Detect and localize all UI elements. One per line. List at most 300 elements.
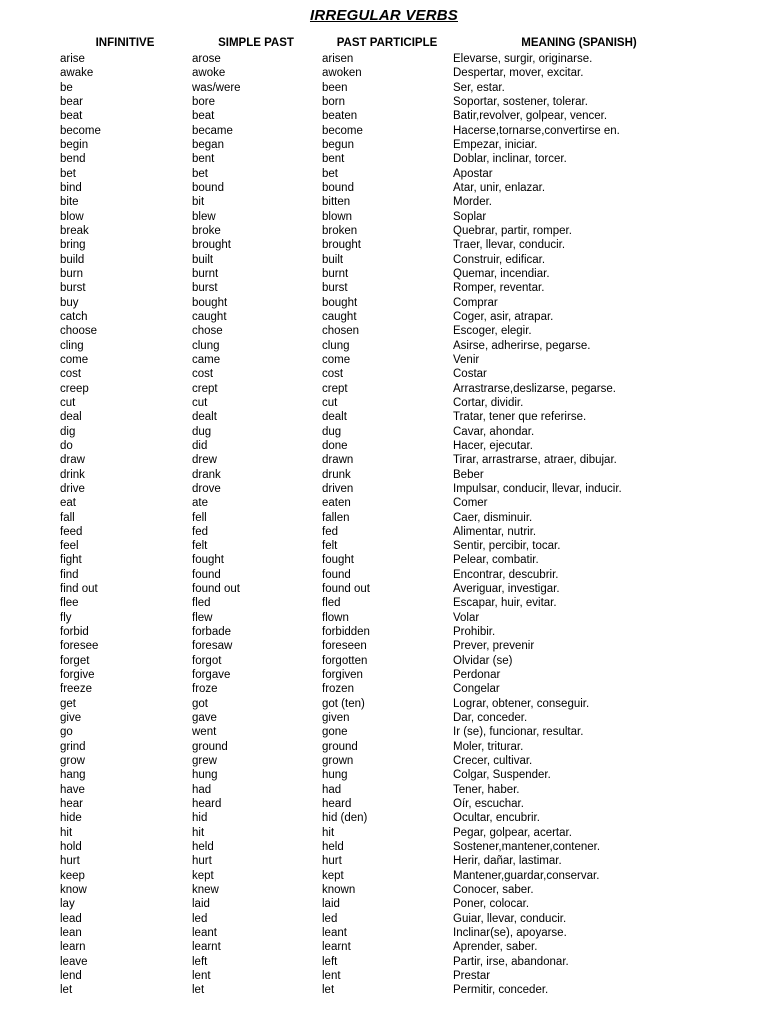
infinitive-cell: lean [60, 927, 82, 940]
simple-past-cell: lent [192, 970, 211, 982]
meaning-cell: Costar [453, 368, 487, 381]
table-row [0, 167, 768, 181]
meaning-cell: Doblar, inclinar, torcer. [453, 153, 567, 166]
meaning-cell: Moler, triturar. [453, 740, 524, 753]
table-row [0, 367, 768, 381]
table-row [0, 912, 768, 926]
simple-past-cell: burst [192, 282, 218, 295]
meaning-cell: Traer, llevar, conducir. [453, 239, 566, 252]
table-row [0, 195, 768, 209]
infinitive-cell: find out [60, 583, 98, 596]
past-participle-cell: crept [322, 382, 348, 395]
meaning-cell: Arrastrarse,deslizarse, pegarse. [453, 382, 616, 395]
meaning-cell: Sentir, percibir, tocar. [453, 540, 561, 553]
infinitive-cell: find [60, 568, 79, 581]
header-simple-past: SIMPLE PAST [218, 37, 294, 49]
past-participle-cell: awoken [322, 67, 362, 80]
past-participle-cell: blown [322, 210, 353, 223]
simple-past-cell: hit [192, 826, 205, 839]
past-participle-cell: brought [322, 239, 362, 252]
simple-past-cell: built [192, 253, 214, 266]
table-row [0, 210, 768, 224]
infinitive-cell: learn [60, 941, 86, 954]
infinitive-cell: drive [60, 482, 85, 495]
simple-past-cell: flew [192, 611, 213, 624]
meaning-cell: Ser, estar. [453, 81, 505, 94]
meaning-cell: Batir,revolver, golpear, vencer. [453, 110, 608, 123]
past-participle-cell: let [322, 984, 335, 997]
infinitive-cell: hang [60, 769, 86, 782]
simple-past-cell: became [192, 124, 233, 137]
meaning-cell: Herir, dañar, lastimar. [453, 855, 562, 868]
infinitive-cell: burn [60, 267, 84, 280]
table-row [0, 453, 768, 467]
infinitive-cell: begin [60, 138, 89, 151]
simple-past-cell: did [192, 439, 208, 452]
simple-past-cell: began [192, 138, 224, 151]
meaning-cell: Poner, colocar. [453, 898, 530, 911]
simple-past-cell: beat [192, 110, 215, 123]
infinitive-cell: arise [60, 53, 85, 65]
past-participle-cell: foreseen [322, 640, 367, 653]
past-participle-cell: bent [322, 153, 345, 166]
infinitive-cell: hold [60, 841, 82, 854]
table-header [0, 37, 768, 51]
simple-past-cell: bound [192, 181, 224, 194]
meaning-cell: Hacerse,tornarse,convertirse en. [453, 124, 620, 137]
past-participle-cell: caught [322, 310, 357, 323]
simple-past-cell: was/were [192, 81, 241, 94]
infinitive-cell: hurt [60, 855, 80, 868]
past-participle-cell: given [322, 712, 350, 725]
past-participle-cell: fled [322, 597, 341, 610]
meaning-cell: Guiar, llevar, conducir. [453, 912, 567, 925]
meaning-cell: Pegar, golpear, acertar. [453, 826, 572, 839]
meaning-cell: Impulsar, conducir, llevar, inducir. [453, 482, 622, 495]
simple-past-cell: froze [192, 683, 218, 696]
simple-past-cell: hung [192, 769, 218, 782]
past-participle-cell: frozen [322, 683, 354, 696]
past-participle-cell: beaten [322, 110, 358, 123]
infinitive-cell: feed [60, 525, 83, 538]
infinitive-cell: awake [60, 67, 94, 80]
infinitive-cell: flee [60, 597, 79, 610]
infinitive-cell: hit [60, 826, 73, 839]
table-row [0, 81, 768, 95]
table-row [0, 883, 768, 897]
simple-past-cell: hid [192, 812, 208, 825]
table-row [0, 124, 768, 138]
infinitive-cell: hide [60, 812, 82, 825]
past-participle-cell: lent [322, 970, 341, 982]
table-row [0, 468, 768, 482]
meaning-cell: Morder. [453, 196, 492, 209]
meaning-cell: Cortar, dividir. [453, 396, 524, 409]
meaning-cell: Dar, conceder. [453, 712, 528, 725]
infinitive-cell: burst [60, 282, 86, 295]
infinitive-cell: dig [60, 425, 76, 438]
table-row [0, 582, 768, 596]
table-row [0, 425, 768, 439]
table-row [0, 95, 768, 109]
meaning-cell: Romper, reventar. [453, 282, 545, 295]
simple-past-cell: brought [192, 239, 232, 252]
meaning-cell: Averiguar, investigar. [453, 583, 560, 596]
table-row [0, 711, 768, 725]
table-row [0, 152, 768, 166]
meaning-cell: Volar [453, 611, 480, 624]
table-row [0, 668, 768, 682]
past-participle-cell: cost [322, 368, 344, 381]
meaning-cell: Colgar, Suspender. [453, 769, 551, 782]
meaning-cell: Prestar [453, 970, 491, 982]
meaning-cell: Prohibir. [453, 626, 496, 639]
verb-table [0, 52, 768, 998]
infinitive-cell: get [60, 697, 76, 710]
table-row [0, 840, 768, 854]
infinitive-cell: bend [60, 153, 86, 166]
meaning-cell: Oír, escuchar. [453, 798, 524, 811]
table-row [0, 496, 768, 510]
simple-past-cell: arose [192, 53, 221, 65]
simple-past-cell: found [192, 568, 221, 581]
simple-past-cell: led [192, 912, 208, 925]
simple-past-cell: leant [192, 927, 217, 940]
simple-past-cell: knew [192, 884, 219, 897]
page-title: IRREGULAR VERBS [309, 7, 458, 24]
simple-past-cell: went [192, 726, 217, 739]
table-row [0, 52, 768, 66]
past-participle-cell: come [322, 353, 351, 366]
past-participle-cell: learnt [322, 941, 351, 954]
table-row [0, 410, 768, 424]
meaning-cell: Venir [453, 353, 480, 366]
simple-past-cell: bent [192, 153, 215, 166]
infinitive-cell: bet [60, 167, 76, 180]
simple-past-cell: broke [192, 224, 221, 237]
simple-past-cell: grew [192, 755, 217, 768]
infinitive-cell: know [60, 884, 87, 897]
meaning-cell: Partir, irse, abandonar. [453, 955, 569, 968]
infinitive-cell: cut [60, 396, 76, 409]
meaning-cell: Escoger, elegir. [453, 325, 532, 338]
table-row [0, 310, 768, 324]
infinitive-cell: lead [60, 912, 82, 925]
meaning-cell: Hacer, ejecutar. [453, 439, 533, 452]
infinitive-cell: forbid [60, 626, 89, 639]
table-row [0, 253, 768, 267]
meaning-cell: Encontrar, descubrir. [453, 568, 559, 581]
meaning-cell: Alimentar, nutrir. [453, 525, 537, 538]
infinitive-cell: fall [60, 511, 75, 524]
past-participle-cell: broken [322, 224, 358, 237]
past-participle-cell: held [322, 841, 344, 854]
past-participle-cell: dealt [322, 411, 347, 424]
past-participle-cell: left [322, 955, 338, 968]
simple-past-cell: blew [192, 210, 216, 223]
infinitive-cell: buy [60, 296, 79, 309]
simple-past-cell: crept [192, 382, 218, 395]
infinitive-cell: break [60, 224, 89, 237]
infinitive-cell: drink [60, 468, 85, 481]
table-row [0, 625, 768, 639]
table-row [0, 826, 768, 840]
simple-past-cell: drew [192, 454, 217, 467]
simple-past-cell: dug [192, 425, 212, 438]
infinitive-cell: bite [60, 196, 79, 209]
simple-past-cell: let [192, 984, 205, 997]
past-participle-cell: begun [322, 138, 354, 151]
simple-past-cell: clung [192, 339, 220, 352]
past-participle-cell: forgiven [322, 669, 363, 682]
meaning-cell: Tirar, arrastrarse, atraer, dibujar. [453, 454, 617, 467]
simple-past-cell: caught [192, 310, 227, 323]
past-participle-cell: built [322, 253, 344, 266]
meaning-cell: Ir (se), funcionar, resultar. [453, 726, 584, 739]
table-row [0, 339, 768, 353]
table-row [0, 568, 768, 582]
simple-past-cell: bought [192, 296, 228, 309]
meaning-cell: Coger, asir, atrapar. [453, 310, 554, 323]
meaning-cell: Quebrar, partir, romper. [453, 224, 572, 237]
infinitive-cell: come [60, 353, 89, 366]
simple-past-cell: chose [192, 325, 223, 338]
table-row [0, 224, 768, 238]
meaning-cell: Ocultar, encubrir. [453, 812, 540, 825]
infinitive-cell: hear [60, 798, 84, 811]
meaning-cell: Conocer, saber. [453, 884, 534, 897]
table-row [0, 382, 768, 396]
infinitive-cell: leave [60, 955, 88, 968]
infinitive-cell: creep [60, 382, 89, 395]
past-participle-cell: drawn [322, 454, 354, 467]
past-participle-cell: eaten [322, 497, 351, 510]
meaning-cell: Aprender, saber. [453, 941, 538, 954]
simple-past-cell: fed [192, 525, 208, 538]
table-row [0, 639, 768, 653]
table-row [0, 109, 768, 123]
infinitive-cell: bear [60, 95, 84, 108]
meaning-cell: Olvidar (se) [453, 654, 513, 667]
simple-past-cell: forgot [192, 654, 222, 667]
past-participle-cell: had [322, 783, 342, 796]
infinitive-cell: go [60, 726, 73, 739]
meaning-cell: Apostar [453, 167, 493, 180]
past-participle-cell: dug [322, 425, 342, 438]
table-row [0, 926, 768, 940]
infinitive-cell: grow [60, 755, 85, 768]
past-participle-cell: hurt [322, 855, 342, 868]
past-participle-cell: fed [322, 525, 338, 538]
meaning-cell: Empezar, iniciar. [453, 138, 538, 151]
table-row [0, 897, 768, 911]
simple-past-cell: fell [192, 511, 207, 524]
table-row [0, 725, 768, 739]
simple-past-cell: learnt [192, 941, 221, 954]
past-participle-cell: got (ten) [322, 697, 365, 710]
meaning-cell: Crecer, cultivar. [453, 755, 533, 768]
past-participle-cell: been [322, 81, 348, 94]
table-row [0, 697, 768, 711]
table-row [0, 768, 768, 782]
meaning-cell: Caer, disminuir. [453, 511, 533, 524]
infinitive-cell: forgive [60, 669, 95, 682]
past-participle-cell: ground [322, 740, 358, 753]
infinitive-cell: let [60, 984, 73, 997]
meaning-cell: Soplar [453, 210, 487, 223]
header-past-participle: PAST PARTICIPLE [336, 37, 438, 49]
past-participle-cell: clung [322, 339, 350, 352]
meaning-cell: Lograr, obtener, conseguir. [453, 697, 590, 710]
infinitive-cell: eat [60, 497, 76, 510]
table-row [0, 740, 768, 754]
past-participle-cell: led [322, 912, 338, 925]
meaning-cell: Cavar, ahondar. [453, 425, 535, 438]
past-participle-cell: born [322, 95, 346, 108]
table-row [0, 754, 768, 768]
meaning-cell: Inclinar(se), apoyarse. [453, 927, 567, 940]
past-participle-cell: found [322, 568, 351, 581]
simple-past-cell: hurt [192, 855, 212, 868]
infinitive-cell: foresee [60, 640, 99, 653]
table-row [0, 353, 768, 367]
table-row [0, 955, 768, 969]
infinitive-cell: grind [60, 740, 86, 753]
infinitive-cell: give [60, 712, 82, 725]
past-participle-cell: chosen [322, 325, 360, 338]
simple-past-cell: heard [192, 798, 222, 811]
past-participle-cell: grown [322, 755, 354, 768]
table-row [0, 267, 768, 281]
simple-past-cell: bore [192, 95, 216, 108]
past-participle-cell: kept [322, 869, 344, 882]
infinitive-cell: forget [60, 654, 90, 667]
meaning-cell: Perdonar [453, 669, 501, 682]
simple-past-cell: held [192, 841, 214, 854]
meaning-cell: Pelear, combatir. [453, 554, 539, 567]
past-participle-cell: arisen [322, 53, 354, 65]
infinitive-cell: lend [60, 970, 82, 982]
simple-past-cell: awoke [192, 67, 226, 80]
table-row [0, 969, 768, 983]
meaning-cell: Prever, prevenir [453, 640, 535, 653]
past-participle-cell: heard [322, 798, 352, 811]
table-row [0, 181, 768, 195]
past-participle-cell: forbidden [322, 626, 370, 639]
simple-past-cell: foresaw [192, 640, 233, 653]
simple-past-cell: ate [192, 497, 208, 510]
meaning-cell: Quemar, incendiar. [453, 267, 550, 280]
infinitive-cell: fight [60, 554, 82, 567]
table-row [0, 983, 768, 997]
meaning-cell: Sostener,mantener,contener. [453, 841, 601, 854]
infinitive-cell: do [60, 439, 73, 452]
meaning-cell: Comprar [453, 296, 498, 309]
simple-past-cell: cost [192, 368, 214, 381]
past-participle-cell: hung [322, 769, 348, 782]
simple-past-cell: felt [192, 540, 208, 553]
table-row [0, 682, 768, 696]
table-row [0, 611, 768, 625]
table-row [0, 553, 768, 567]
table-row [0, 439, 768, 453]
table-row [0, 869, 768, 883]
meaning-cell: Mantener,guardar,conservar. [453, 869, 600, 882]
simple-past-cell: forbade [192, 626, 232, 639]
table-row [0, 596, 768, 610]
simple-past-cell: bet [192, 167, 208, 180]
past-participle-cell: cut [322, 396, 338, 409]
simple-past-cell: burnt [192, 267, 219, 280]
meaning-cell: Tener, haber. [453, 783, 520, 796]
table-row [0, 324, 768, 338]
past-participle-cell: known [322, 884, 356, 897]
past-participle-cell: become [322, 124, 363, 137]
table-row [0, 296, 768, 310]
simple-past-cell: forgave [192, 669, 231, 682]
infinitive-cell: blow [60, 210, 84, 223]
meaning-cell: Tratar, tener que referirse. [453, 411, 587, 424]
infinitive-cell: lay [60, 898, 75, 911]
table-row [0, 238, 768, 252]
infinitive-cell: freeze [60, 683, 92, 696]
table-row [0, 797, 768, 811]
simple-past-cell: got [192, 697, 208, 710]
header-meaning: MEANING (SPANISH) [521, 37, 637, 49]
past-participle-cell: bound [322, 181, 354, 194]
simple-past-cell: left [192, 955, 208, 968]
past-participle-cell: burst [322, 282, 348, 295]
infinitive-cell: bring [60, 239, 86, 252]
simple-past-cell: drank [192, 468, 221, 481]
meaning-cell: Beber [453, 468, 484, 481]
infinitive-cell: cost [60, 368, 82, 381]
infinitive-cell: beat [60, 110, 83, 123]
infinitive-cell: build [60, 253, 85, 266]
past-participle-cell: forgotten [322, 654, 368, 667]
infinitive-cell: cling [60, 339, 84, 352]
past-participle-cell: laid [322, 898, 340, 911]
simple-past-cell: came [192, 353, 221, 366]
infinitive-cell: catch [60, 310, 88, 323]
table-row [0, 482, 768, 496]
infinitive-cell: feel [60, 540, 79, 553]
infinitive-cell: fly [60, 611, 72, 624]
infinitive-cell: draw [60, 454, 85, 467]
infinitive-cell: have [60, 783, 85, 796]
past-participle-cell: flown [322, 611, 349, 624]
meaning-cell: Soportar, sostener, tolerar. [453, 95, 588, 108]
meaning-cell: Atar, unir, enlazar. [453, 181, 546, 194]
simple-past-cell: dealt [192, 411, 217, 424]
past-participle-cell: drunk [322, 468, 351, 481]
simple-past-cell: kept [192, 869, 214, 882]
past-participle-cell: hid (den) [322, 812, 368, 825]
infinitive-cell: bind [60, 181, 82, 194]
past-participle-cell: done [322, 439, 348, 452]
table-row [0, 539, 768, 553]
past-participle-cell: fallen [322, 511, 350, 524]
table-row [0, 511, 768, 525]
simple-past-cell: gave [192, 712, 217, 725]
header-infinitive: INFINITIVE [95, 37, 155, 49]
past-participle-cell: found out [322, 583, 370, 596]
table-row [0, 811, 768, 825]
infinitive-cell: be [60, 81, 73, 94]
infinitive-cell: deal [60, 411, 82, 424]
past-participle-cell: gone [322, 726, 348, 739]
meaning-cell: Asirse, adherirse, pegarse. [453, 339, 591, 352]
